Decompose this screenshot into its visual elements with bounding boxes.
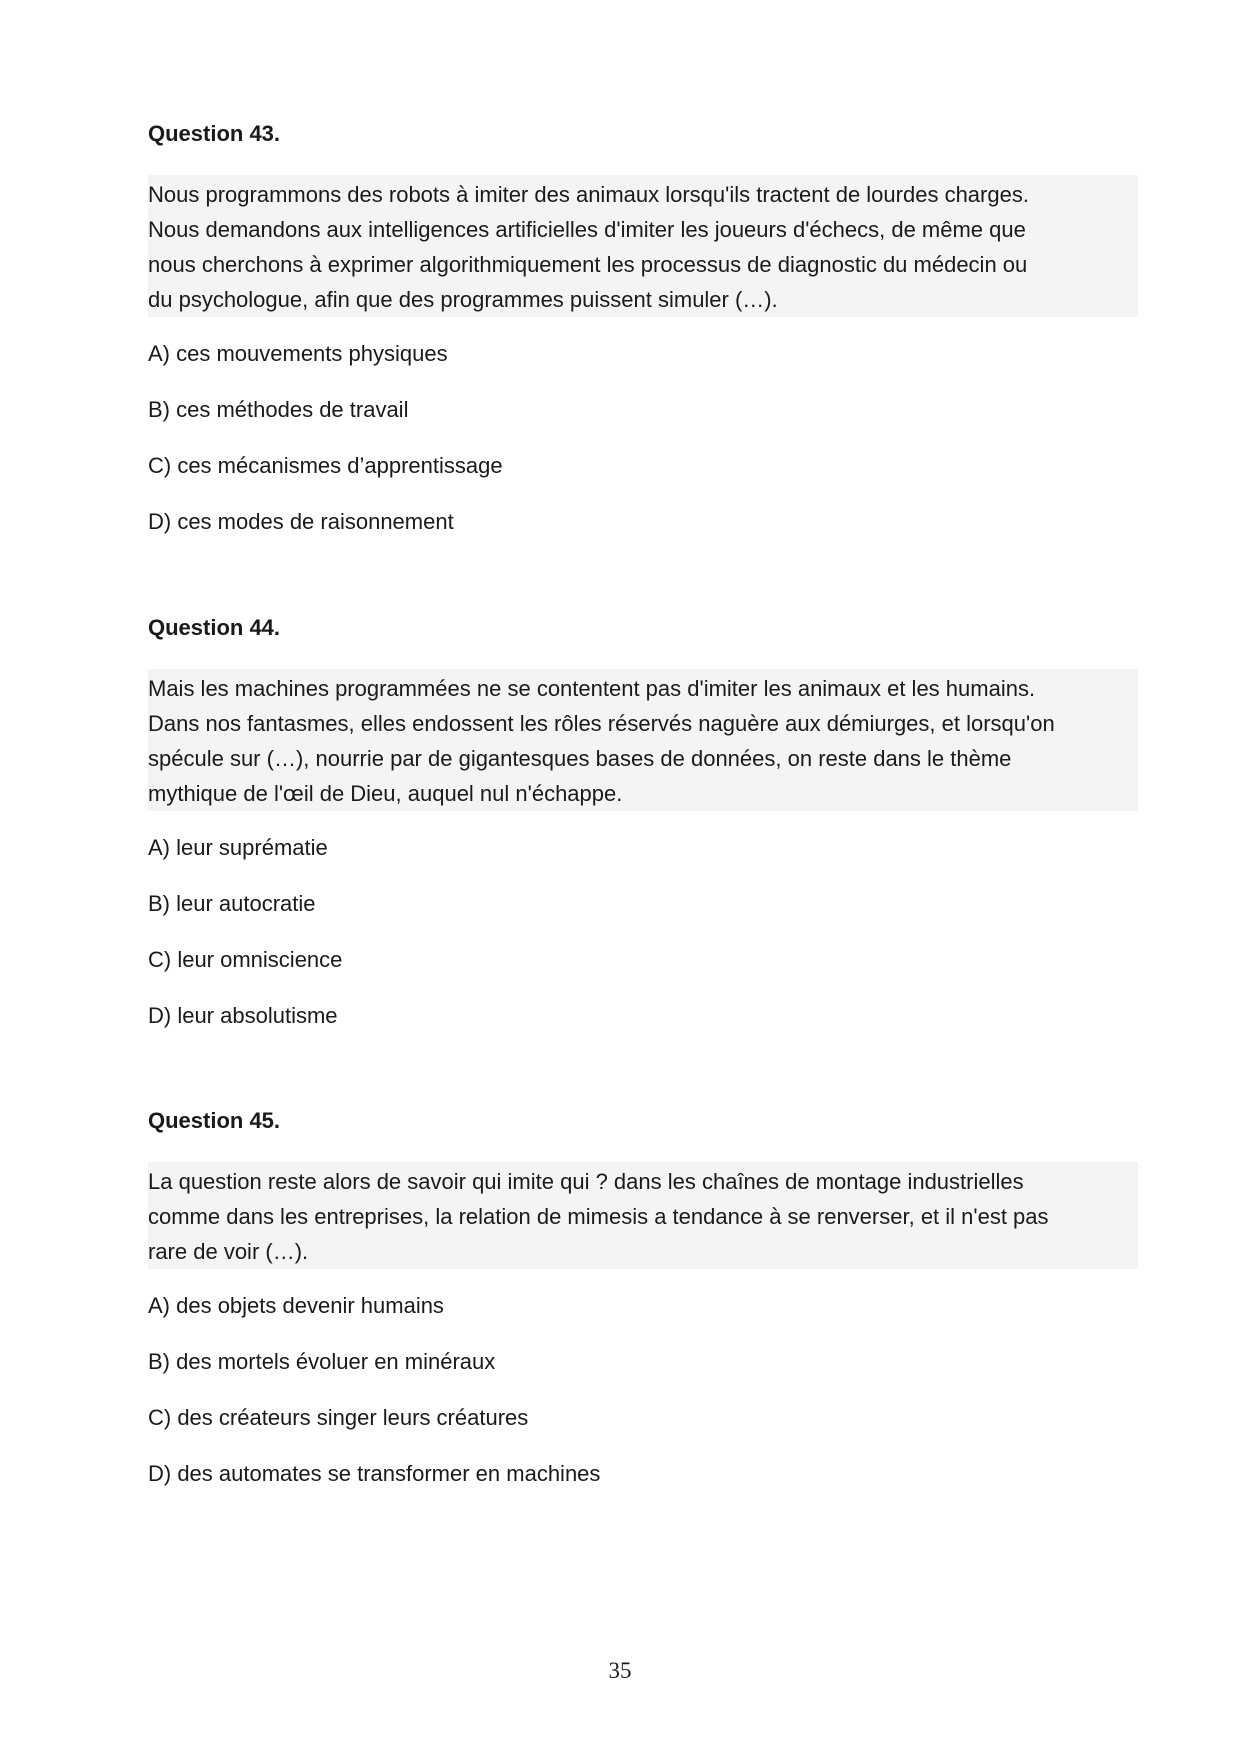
passage-line: Mais les machines programmées ne se contentent pas d'imiter les animaux et les humains. — [148, 676, 1036, 701]
question-passage — [148, 669, 1138, 811]
question-44 — [148, 613, 1138, 1057]
answer-option-d: D) des automates se transformer en machines — [148, 1461, 601, 1486]
answer-option-b: B) des mortels évoluer en minéraux — [148, 1349, 496, 1374]
answer-option-a: A) ces mouvements physiques — [148, 341, 448, 366]
passage-line: spécule sur (…), nourrie par de gigantesques bases de données, on reste dans le thème — [148, 746, 1012, 771]
passage-line: Nous programmons des robots à imiter des animaux lorsqu'ils tractent de lourdes charges. — [148, 182, 1029, 207]
answer-option-b: B) ces méthodes de travail — [148, 397, 409, 422]
passage-line: La question reste alors de savoir qui imite qui ? dans les chaînes de montage industrielles — [148, 1169, 1024, 1194]
question-title: Question 45. — [148, 1108, 281, 1133]
answer-option-d: D) ces modes de raisonnement — [148, 509, 454, 534]
page-number: 35 — [608, 1658, 632, 1683]
answer-options — [148, 833, 1138, 1031]
question-45 — [148, 1106, 1138, 1515]
passage-line: comme dans les entreprises, la relation de mimesis a tendance à se renverser, et il n'est pas — [148, 1204, 1049, 1229]
answer-option-b: B) leur autocratie — [148, 891, 316, 916]
answer-options — [148, 1291, 1138, 1489]
answer-option-a: A) des objets devenir humains — [148, 1293, 444, 1318]
passage-line: Dans nos fantasmes, elles endossent les rôles réservés naguère aux démiurges, et lorsqu'on — [148, 711, 1055, 736]
answer-option-d: D) leur absolutisme — [148, 1003, 338, 1028]
answer-option-c: C) leur omniscience — [148, 947, 343, 972]
answer-option-a: A) leur suprématie — [148, 835, 328, 860]
question-title: Question 43. — [148, 121, 281, 146]
passage-line: Nous demandons aux intelligences artificielles d'imiter les joueurs d'échecs, de même que — [148, 217, 1026, 242]
question-passage — [148, 175, 1138, 317]
answer-options — [148, 339, 1138, 537]
question-title: Question 44. — [148, 615, 281, 640]
question-passage — [148, 1162, 1138, 1269]
passage-line: mythique de l'œil de Dieu, auquel nul n'échappe. — [148, 781, 623, 806]
passage-line: du psychologue, afin que des programmes puissent simuler (…). — [148, 287, 778, 312]
answer-option-c: C) ces mécanismes d’apprentissage — [148, 453, 503, 478]
passage-line: rare de voir (…). — [148, 1239, 309, 1264]
passage-line: nous cherchons à exprimer algorithmiquement les processus de diagnostic du médecin ou — [148, 252, 1028, 277]
answer-option-c: C) des créateurs singer leurs créatures — [148, 1405, 529, 1430]
question-43 — [148, 119, 1138, 563]
